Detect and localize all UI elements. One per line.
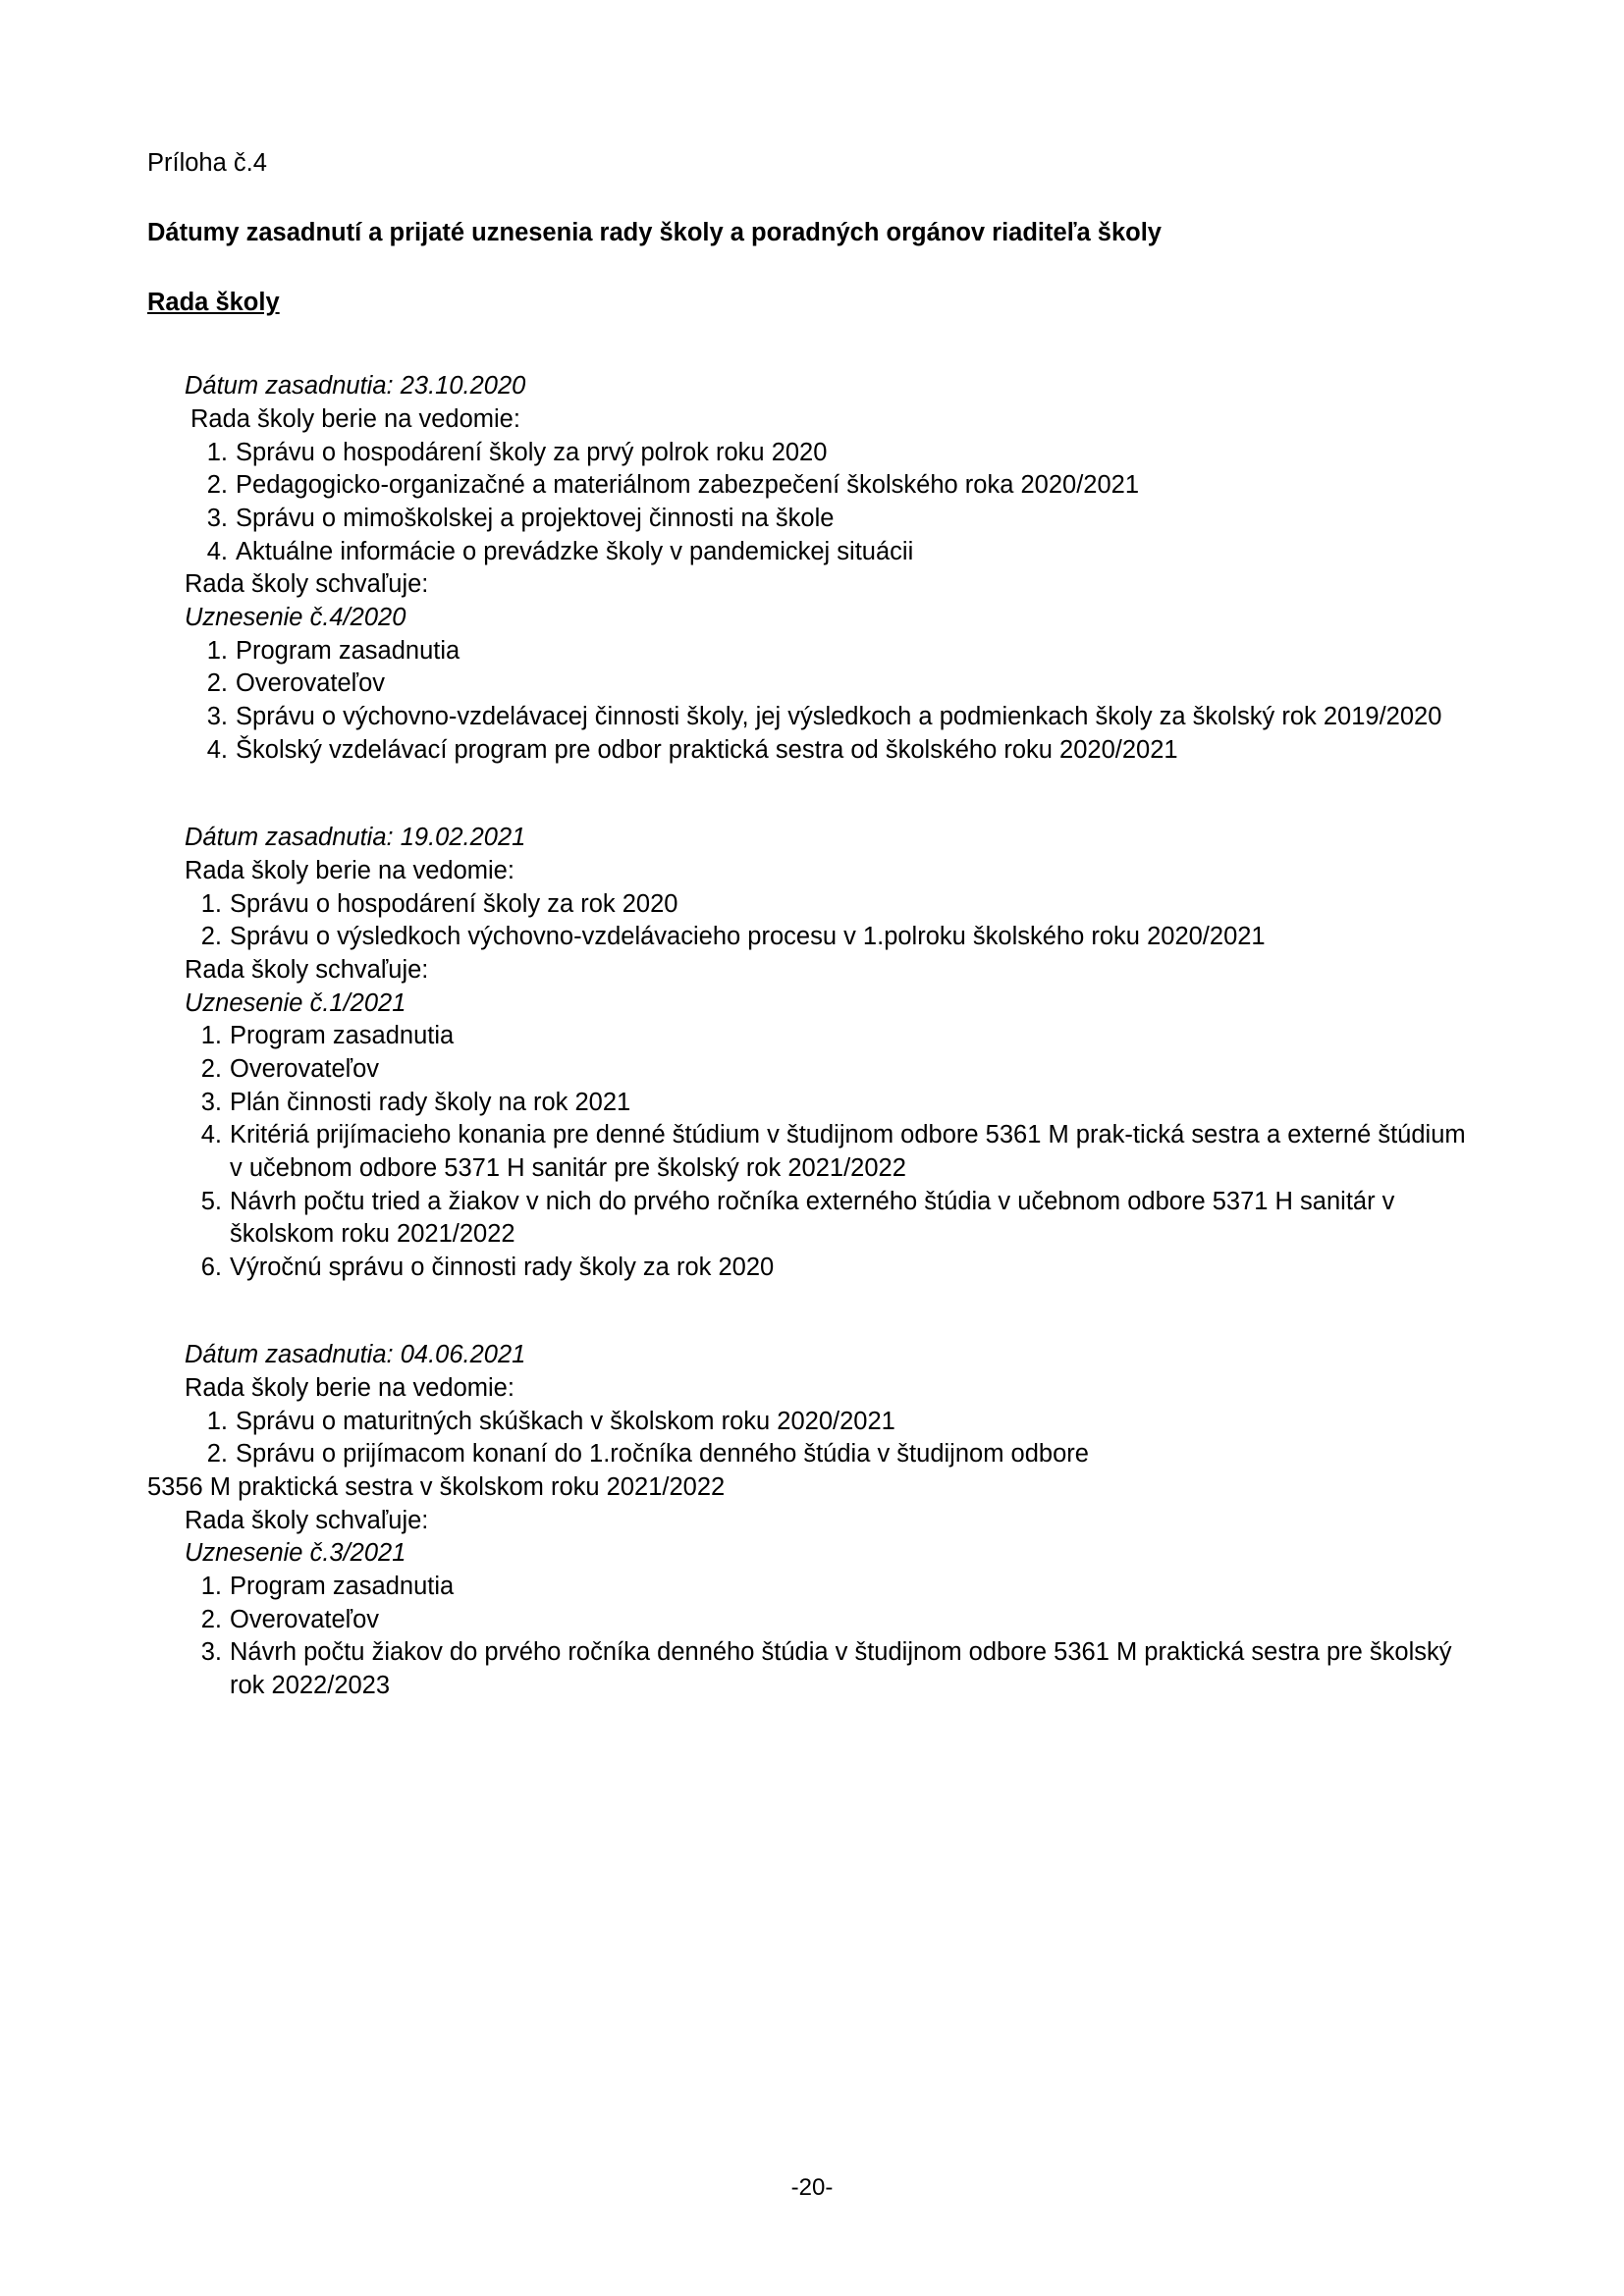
list-item-number: 1. [206,1407,228,1435]
approve-label: Rada školy schvaľuje: [185,955,429,984]
list-item-number: 4. [206,735,228,764]
resolution-label: Uznesenie č.4/2020 [185,604,406,632]
list-item-text: Pedagogicko-organizačné a materiálnom zabezpečení školského roka 2020/2021 [236,471,1140,500]
approve-label: Rada školy schvaľuje: [185,570,429,599]
list-item [185,1636,1483,1702]
document-content [147,147,1483,1703]
list-item [185,1252,1483,1285]
list-item-number: 3. [200,1088,222,1116]
list-item [185,1438,1483,1471]
list-item-text: Plán činnosti rady školy na rok 2021 [230,1088,631,1116]
acknowledge-continuation: 5356 M praktická sestra v školskom roku 2021/2022 [147,1473,726,1502]
section-gap [147,1284,1483,1339]
page-number: -20- [790,2174,834,2201]
list-item-number: 1. [200,1573,222,1601]
list-item-number: 4. [206,537,228,565]
approve-list [185,1020,1483,1284]
list-item-text: Overovateľov [230,1605,380,1633]
meeting-date: Dátum zasadnutia: 04.06.2021 [185,1341,526,1369]
acknowledge-list [185,888,1483,954]
meeting-block [185,370,1483,767]
acknowledge-label: Rada školy berie na vedomie: [185,856,514,884]
list-item-number: 1. [206,438,228,466]
approve-label: Rada školy schvaľuje: [185,1506,429,1534]
list-item [185,1571,1483,1604]
list-item [185,888,1483,922]
list-item-number: 3. [200,1638,222,1667]
acknowledge-label: Rada školy berie na vedomie: [190,405,520,434]
list-item-text: Správu o hospodárení školy za rok 2020 [230,889,678,918]
list-item-number: 2. [200,1054,222,1083]
list-item [185,437,1483,470]
list-item-number: 2. [200,923,222,951]
list-item-text: Správu o výchovno-vzdelávacej činnosti školy, jej výsledkoch a podmienkach školy za školský rok 2019/2020 [236,702,1442,730]
list-item-text: Kritériá prijímacieho konania pre denné štúdium v študijnom odbore 5361 M prak-tická sestra a externé štúdium v učebnom odbore 5371 H sanitár pre školský rok 2021/2022 [230,1121,1466,1182]
list-item [185,503,1483,536]
list-item [185,921,1483,954]
list-item-number: 3. [206,702,228,730]
list-item-text: Program zasadnutia [230,1022,455,1050]
list-item [185,1186,1483,1252]
acknowledge-label: Rada školy berie na vedomie: [185,1374,514,1403]
resolution-label: Uznesenie č.1/2021 [185,988,406,1017]
list-item-text: Návrh počtu žiakov do prvého ročníka denného štúdia v študijnom odbore 5361 M praktická sestra pre školský rok 2022/2023 [230,1638,1452,1700]
section-gap [147,767,1483,822]
list-item-text: Program zasadnutia [236,636,460,665]
list-item [185,1053,1483,1087]
list-item [185,469,1483,503]
list-item-text: Výročnú správu o činnosti rady školy za rok 2020 [230,1253,775,1281]
list-item [185,536,1483,569]
list-item-number: 4. [200,1121,222,1149]
list-item [185,734,1483,768]
list-item-number: 5. [200,1187,222,1215]
acknowledge-list [185,437,1483,569]
meeting-block [147,1339,1483,1702]
list-item [185,1020,1483,1053]
list-item-number: 2. [200,1605,222,1633]
list-item-text: Overovateľov [230,1054,380,1083]
approve-list [185,635,1483,768]
list-item-text: Správu o prijímacom konaní do 1.ročníka denného štúdia v študijnom odbore [236,1440,1089,1468]
list-item [185,1119,1483,1185]
meeting-date: Dátum zasadnutia: 19.02.2021 [185,824,526,852]
resolution-label: Uznesenie č.3/2021 [185,1539,406,1568]
list-item-text: Správu o výsledkoch výchovno-vzdelávacieho procesu v 1.polroku školského roku 2020/2021 [230,923,1266,951]
list-item-number: 2. [206,1440,228,1468]
list-item-text: Program zasadnutia [230,1573,455,1601]
list-item-text: Školský vzdelávací program pre odbor praktická sestra od školského roku 2020/2021 [236,735,1178,764]
list-item-number: 3. [206,505,228,533]
appendix-label: Príloha č.4 [147,149,267,177]
list-item-text: Aktuálne informácie o prevádzke školy v pandemickej situácii [236,537,914,565]
list-item-number: 1. [206,636,228,665]
approve-list [185,1571,1483,1703]
section-heading-rada-skoly: Rada školy [147,289,280,317]
list-item-number: 1. [200,889,222,918]
acknowledge-list [185,1406,1483,1471]
list-item [185,701,1483,734]
list-item [185,1087,1483,1120]
list-item-text: Návrh počtu tried a žiakov v nich do prvého ročníka externého štúdia v učebnom odbore 5371 H sanitár v školskom roku 2021/2022 [230,1187,1395,1249]
list-item [185,1406,1483,1439]
list-item-text: Správu o hospodárení školy za prvý polrok roku 2020 [236,438,828,466]
list-item-number: 2. [206,669,228,698]
list-item-number: 1. [200,1022,222,1050]
list-item [185,1604,1483,1637]
list-item [185,667,1483,701]
list-item-text: Správu o maturitných skúškach v školskom roku 2020/2021 [236,1407,895,1435]
list-item-number: 2. [206,471,228,500]
page-title: Dátumy zasadnutí a prijaté uznesenia rady školy a poradných orgánov riaditeľa školy [147,219,1162,247]
meeting-block [185,822,1483,1284]
list-item-number: 6. [200,1253,222,1281]
list-item-text: Správu o mimoškolskej a projektovej činnosti na škole [236,505,835,533]
meeting-date: Dátum zasadnutia: 23.10.2020 [185,372,526,400]
list-item [185,635,1483,668]
list-item-text: Overovateľov [236,669,386,698]
